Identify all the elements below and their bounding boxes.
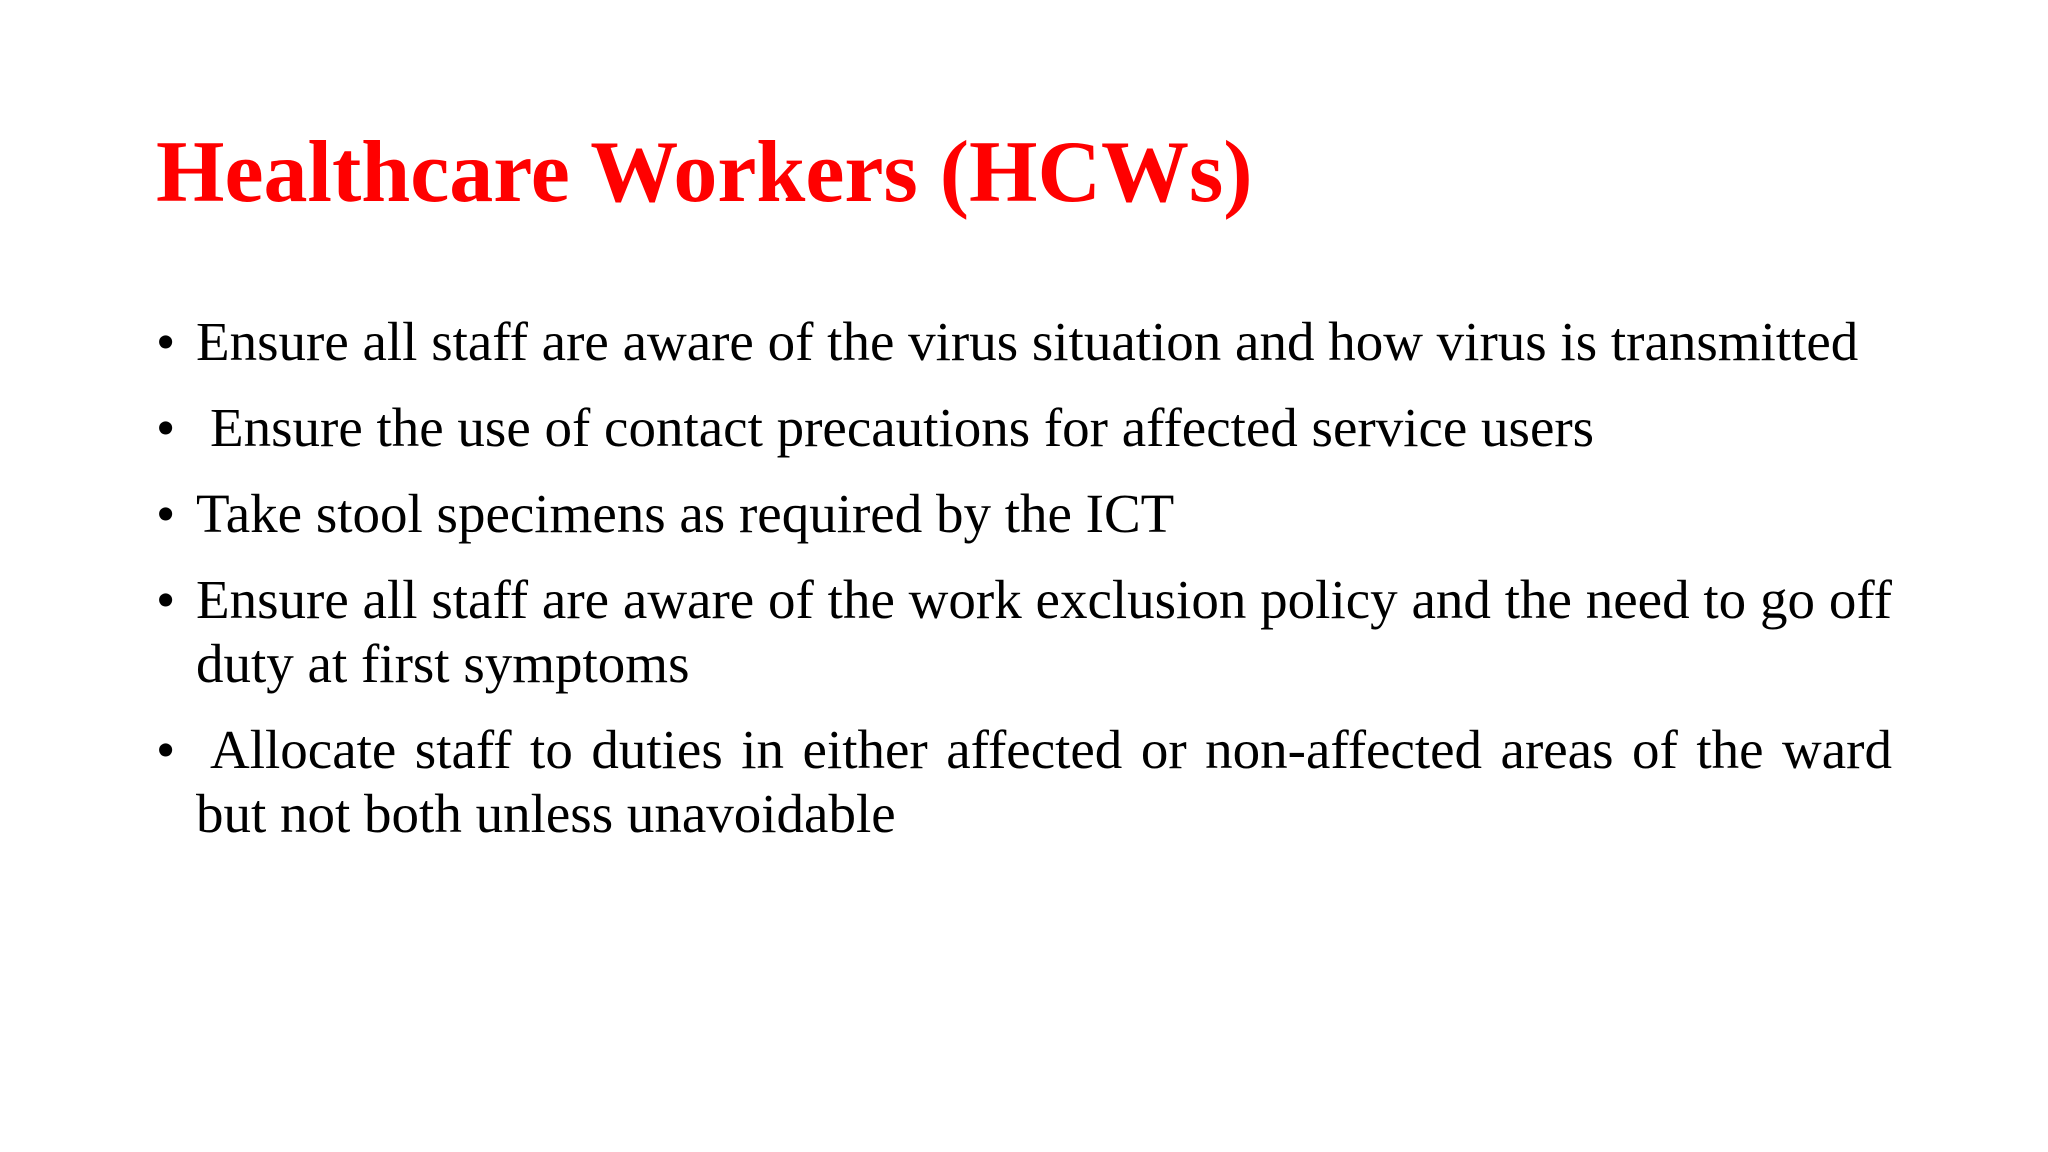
bullet-text: Ensure all staff are aware of the virus situation and how virus is transmitted: [196, 311, 1859, 372]
bullet-text: Take stool specimens as required by the ICT: [196, 483, 1175, 544]
bullet-icon: •: [156, 569, 176, 630]
bullet-text: Allocate staff to duties in either affected or non-affected areas of the ward but not both unless unavoidable: [196, 719, 1892, 844]
bullet-list: [156, 310, 1892, 868]
bullet-item: [156, 396, 1892, 460]
bullet-text: Ensure all staff are aware of the work exclusion policy and the need to go off duty at first symptoms: [196, 569, 1892, 694]
bullet-icon: •: [156, 397, 176, 458]
bullet-item: [156, 568, 1892, 696]
bullet-item: [156, 718, 1892, 846]
bullet-icon: •: [156, 483, 176, 544]
bullet-item: [156, 482, 1892, 546]
bullet-item: [156, 310, 1892, 374]
bullet-text: Ensure the use of contact precautions for affected service users: [210, 397, 1595, 458]
slide-title: Healthcare Workers (HCWs): [156, 124, 1253, 221]
bullet-icon: •: [156, 311, 176, 372]
bullet-icon: •: [156, 719, 176, 780]
